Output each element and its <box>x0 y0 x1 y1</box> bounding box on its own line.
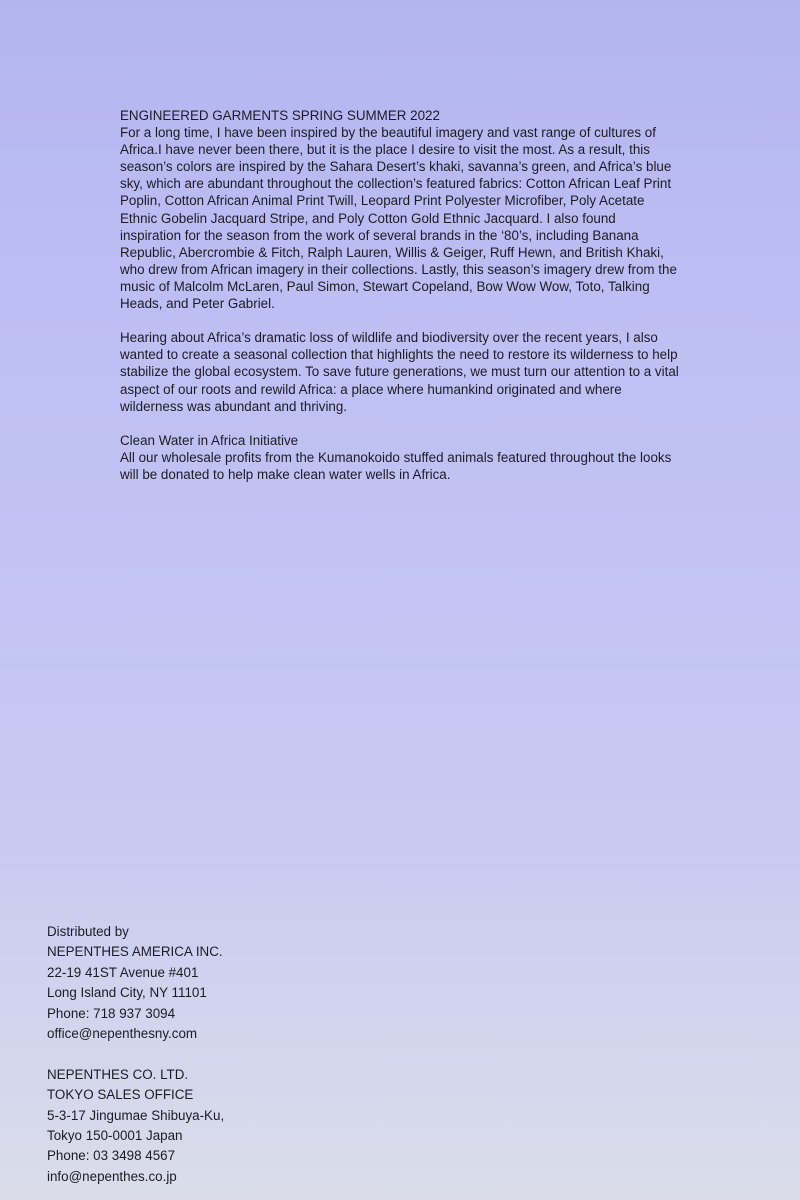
america-office-block <box>47 942 407 1044</box>
collection-statement <box>120 107 680 483</box>
japan-phone: Phone: 03 3498 4567 <box>47 1148 176 1164</box>
distributor-contacts <box>47 922 407 1187</box>
distributed-by-label: Distributed by <box>47 924 129 939</box>
japan-company-name: NEPENTHES CO. LTD. <box>47 1066 189 1082</box>
america-address-line2: Long Island City, NY 11101 <box>47 985 207 1001</box>
initiative-heading: Clean Water in Africa Initiative <box>120 432 299 448</box>
america-phone: Phone: 718 937 3094 <box>47 1005 176 1021</box>
japan-office-block <box>47 1065 407 1187</box>
paragraph-spacer <box>120 312 680 329</box>
america-email: office@nepenthesny.com <box>47 1026 198 1042</box>
japan-office-name: TOKYO SALES OFFICE <box>47 1087 194 1103</box>
statement-title: ENGINEERED GARMENTS SPRING SUMMER 2022 <box>120 108 440 123</box>
paragraph-spacer <box>120 415 680 432</box>
america-address-line1: 22-19 41ST Avenue #401 <box>47 964 199 980</box>
japan-email: info@nepenthes.co.jp <box>47 1168 177 1184</box>
statement-paragraph-inspiration: For a long time, I have been inspired by the beautiful imagery and vast range of cultures of Africa.I have never been there, but it is the place I desire to visit the most. As a result, this season’s colors are inspired by the Sahara Desert’s khaki, savanna’s green, and Africa’s blue sky, which are abundant throughout the collection’s featured fabrics: Cotton African Leaf Print Poplin, Cotton African Animal Print Twill, Leopard Print Polyester Microfiber, Poly Acetate Ethnic Gobelin Jacquard Stripe, and Poly Cotton Gold Ethnic Jacquard. I also found inspiration for the season from the work of several brands in the ‘80’s, including Banana Republic, Abercrombie & Fitch, Ralph Lauren, Willis & Geiger, Ruff Hewn, and British Khaki, who drew from African imagery in their collections. Lastly, this season’s imagery drew from the music of Malcolm McLaren, Paul Simon, Stewart Copeland, Bow Wow Wow, Toto, Talking Heads, and Peter Gabriel. <box>120 125 677 312</box>
contact-spacer <box>47 1044 407 1064</box>
japan-address-line2: Tokyo 150-0001 Japan <box>47 1128 183 1144</box>
initiative-text: All our wholesale profits from the Kumanokoido stuffed animals featured throughout the looks will be donated to help make clean water wells in Africa. <box>120 449 672 482</box>
statement-paragraph-wildlife: Hearing about Africa’s dramatic loss of wildlife and biodiversity over the recent years, I also wanted to create a seasonal collection that highlights the need to restore its wilderness to help stabilize the global ecosystem. To save future generations, we must turn our attention to a vital aspect of our roots and rewild Africa: a place where humankind originated and where wilderness was abundant and thriving. <box>120 330 679 414</box>
japan-address-line1: 5-3-17 Jingumae Shibuya-Ku, <box>47 1107 225 1123</box>
america-company-name: NEPENTHES AMERICA INC. <box>47 944 223 960</box>
